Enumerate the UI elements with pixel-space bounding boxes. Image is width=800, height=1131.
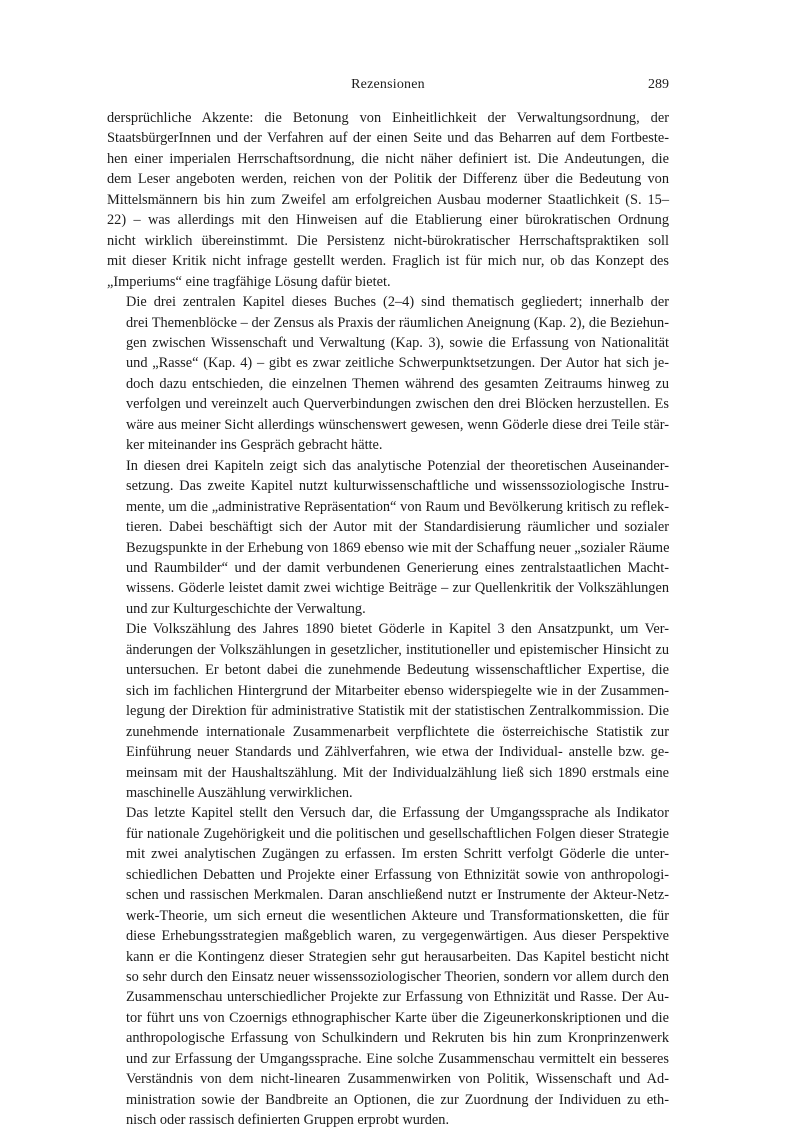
text-line: kann er die Kontingenz dieser Strategien sehr gut herausarbeiten. Das Kapitel besticht nicht bbox=[126, 948, 669, 965]
text-line: so sehr durch den Einsatz neuer wissenssoziologischer Theorien, sondern vor allem durch den bbox=[126, 969, 669, 986]
text-line: zunehmende internationale Zusammenarbeit verpflichtete die österreichische Statistik zur bbox=[126, 723, 669, 740]
text-line: maschinelle Auszählung verwirklichen. bbox=[126, 784, 353, 801]
paragraph bbox=[107, 108, 669, 292]
text-line: werk-Theorie, um sich erneut die wesentlichen Akteure und Transformationsketten, die für bbox=[126, 907, 669, 924]
text-line: schiedlichen Debatten und Projekte einer Erfassung von Ethnizität sowie von anthropologi- bbox=[126, 866, 669, 883]
running-title: Rezensionen bbox=[351, 77, 425, 92]
text-line: Verständnis von dem nicht-linearen Zusammenwirken von Politik, Wissenschaft und Ad- bbox=[126, 1071, 669, 1088]
text-line: ministration sowie der Bandbreite an Optionen, die zur Zuordnung der Individuen zu eth- bbox=[126, 1091, 669, 1108]
paragraph bbox=[107, 619, 669, 803]
paragraph bbox=[107, 456, 669, 620]
text-line: nisch oder rassisch definierten Gruppen erprobt wurden. bbox=[126, 1112, 450, 1129]
text-line: sich im fachlichen Hintergrund der Mitarbeiter ebenso widerspiegelte wie in der Zusammen- bbox=[126, 682, 669, 699]
text-line: tieren. Dabei beschäftigt sich der Autor mit der Standardisierung räumlicher und sozialer bbox=[126, 519, 669, 536]
text-line: Mittelsmännern bis hin zum Zweifel am erfolgreichen Ausbau moderner Staatlichkeit (S. 15– bbox=[107, 191, 669, 208]
text-line: Einführung neuer Standards und Zählverfahren, wie etwa der Individual- anstelle bzw. ge- bbox=[126, 744, 669, 761]
text-line: anthropologische Erfassung von Schulkindern und Rekruten bis hin zum Kronprinzenwerk bbox=[126, 1030, 669, 1047]
text-line: diese Erhebungsstrategien maßgeblich waren, zu vergegenwärtigen. Aus dieser Perspektive bbox=[126, 928, 669, 945]
text-line: für nationale Zugehörigkeit und die politischen und gesellschaftlichen Folgen dieser Strategie bbox=[126, 825, 669, 842]
text-line: hen einer imperialen Herrschaftsordnung, die nicht näher definiert ist. Die Andeutungen, die bbox=[107, 150, 669, 167]
text-line: schen und rassischen Merkmalen. Daran anschließend nutzt er Instrumente der Akteur-Netz- bbox=[126, 887, 669, 904]
text-line: und zur Erfassung der Umgangssprache. Eine solche Zusammenschau vermittelt ein besseres bbox=[126, 1050, 669, 1067]
text-line: „Imperiums“ eine tragfähige Lösung dafür bietet. bbox=[107, 273, 391, 290]
text-line: untersuchen. Er betont dabei die zunehmende Bedeutung wissenschaftlicher Expertise, die bbox=[126, 662, 669, 679]
page bbox=[107, 74, 669, 1131]
text-line: und zur Kulturgeschichte der Verwaltung. bbox=[126, 600, 366, 617]
text-line: nicht wirklich übereinstimmt. Die Persistenz nicht-bürokratischer Herrschaftspraktiken soll bbox=[107, 232, 669, 249]
text-line: legung der Direktion für administrative Statistik mit der statistischen Zentralkommission. Die bbox=[126, 703, 669, 720]
text-line: änderungen der Volkszählungen in gesetzlicher, institutioneller und epistemischer Hinsicht zu bbox=[126, 641, 669, 658]
text-line: tor führt uns von Czoernigs ethnographischer Karte über die Zigeunerkonskriptionen und die bbox=[126, 1009, 669, 1026]
text-line: gen zwischen Wissenschaft und Verwaltung (Kap. 3), sowie die Erfassung von Nationalität bbox=[126, 334, 669, 351]
text-line: Bezugspunkte in der Erhebung von 1869 ebenso wie mit der Schaffung neuer „sozialer Räume bbox=[126, 539, 670, 556]
text-line: und Raumbilder“ und der damit verbundenen Generierung eines zentralstaatlichen Macht- bbox=[126, 559, 669, 576]
text-line: mit dieser Kritik nicht infrage gestellt werden. Fraglich ist für mich nur, ob das Konzept des bbox=[107, 253, 669, 270]
text-line: In diesen drei Kapiteln zeigt sich das analytische Potenzial der theoretischen Auseinander- bbox=[126, 457, 669, 474]
text-line: drei Themenblöcke – der Zensus als Praxis der räumlichen Aneignung (Kap. 2), die Beziehun- bbox=[126, 314, 669, 331]
text-line: dersprüchliche Akzente: die Betonung von Einheitlichkeit der Verwaltungsordnung, der bbox=[107, 110, 669, 126]
text-line: mit zwei analytischen Zugängen zu erfassen. Im ersten Schritt verfolgt Göderle die unter- bbox=[126, 846, 669, 863]
text-line: StaatsbürgerInnen und der Verfahren auf der einen Seite und das Beharren auf dem Fortbeste- bbox=[107, 130, 669, 147]
text-line: verfolgen und vereinzelt auch Querverbindungen zwischen den drei Blöcken herzustellen. Es bbox=[126, 396, 669, 413]
text-line: wissens. Göderle leistet damit zwei wichtige Beiträge – zur Quellenkritik der Volkszählungen bbox=[126, 580, 669, 597]
paragraph bbox=[107, 803, 669, 1130]
text-line: meinsam mit der Haushaltszählung. Mit der Individualzählung ließ sich 1890 erstmals eine bbox=[126, 764, 669, 781]
text-line: Zusammenschau unterschiedlicher Projekte zur Erfassung von Ethnizität und Rasse. Der Au- bbox=[126, 989, 669, 1006]
text-line: setzung. Das zweite Kapitel nutzt kulturwissenschaftliche und wissenssoziologische Instru- bbox=[126, 478, 669, 495]
body-text bbox=[107, 108, 669, 1131]
text-line: und „Rasse“ (Kap. 4) – gibt es zwar zeitliche Schwerpunktsetzungen. Der Autor hat sich je- bbox=[126, 355, 669, 372]
text-line: 22) – was allerdings mit den Hinweisen auf die Etablierung einer bürokratischen Ordnung bbox=[107, 212, 669, 229]
page-number: 289 bbox=[648, 77, 669, 92]
text-line: Die drei zentralen Kapitel dieses Buches (2–4) sind thematisch gegliedert; innerhalb der bbox=[126, 294, 669, 311]
text-line: ker miteinander ins Gespräch gebracht hätte. bbox=[126, 437, 383, 454]
text-line: doch dazu entschieden, die einzelnen Themen während des gesamten Zeitraums hinweg zu bbox=[126, 375, 669, 392]
text-line: mente, um die „administrative Repräsentation“ von Raum und Bevölkerung kritisch zu reflek- bbox=[126, 498, 669, 515]
text-line: dem Leser angeboten werden, reichen von der Politik der Differenz über die Bedeutung von bbox=[107, 171, 669, 188]
paragraph bbox=[107, 292, 669, 456]
text-line: Die Volkszählung des Jahres 1890 bietet Göderle in Kapitel 3 den Ansatzpunkt, um Ver- bbox=[126, 621, 669, 638]
text-line: wäre aus meiner Sicht allerdings wünschenswert gewesen, wenn Göderle diese drei Teile stär- bbox=[126, 416, 669, 433]
text-line: Das letzte Kapitel stellt den Versuch dar, die Erfassung der Umgangssprache als Indikator bbox=[126, 805, 669, 822]
running-head bbox=[107, 74, 669, 96]
